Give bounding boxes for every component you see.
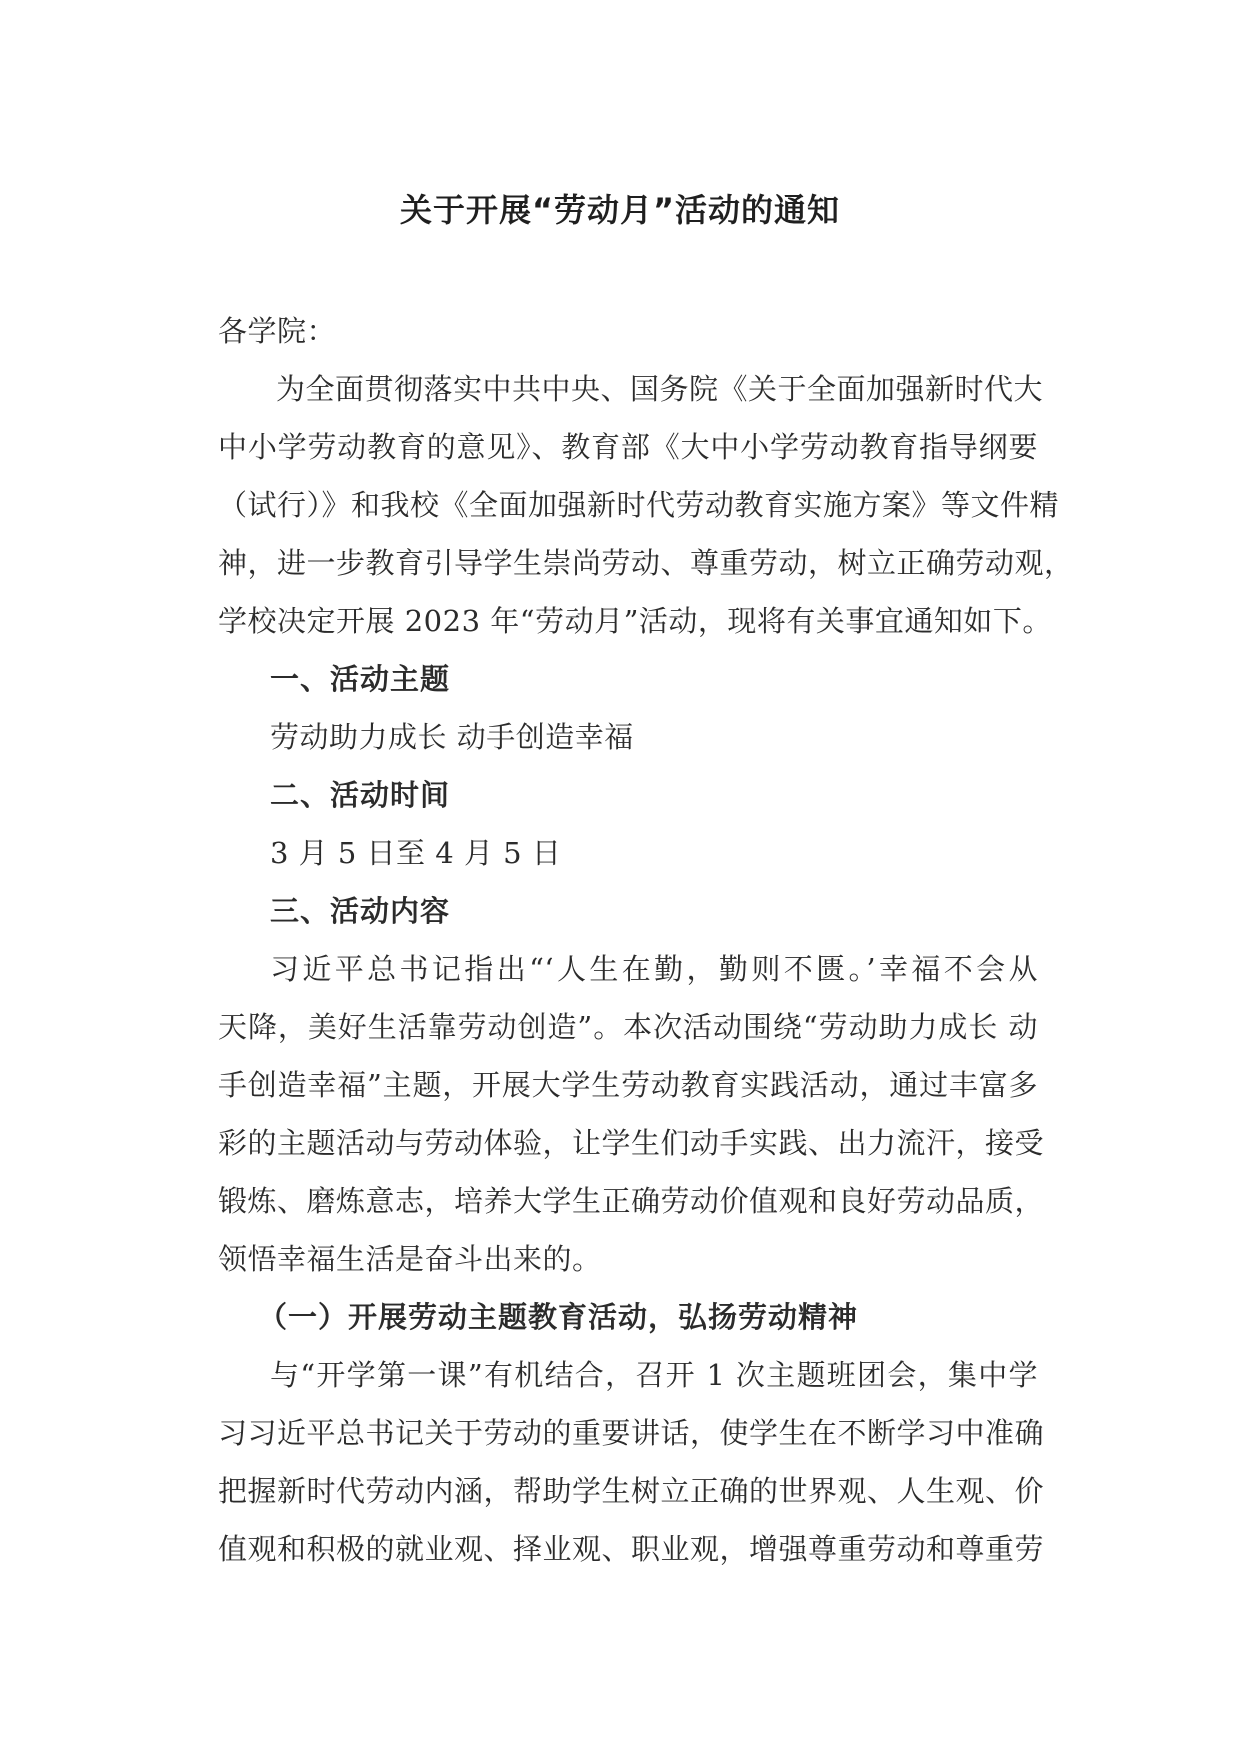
subsection-line: 习习近平总书记关于劳动的重要讲话，使学生在不断学习中准确 xyxy=(218,1416,1045,1450)
section-heading-theme: 一、活动主题 xyxy=(270,662,451,696)
intro-line: 为全面贯彻落实中共中央、国务院《关于全面加强新时代大 xyxy=(276,372,1044,406)
content-line: 手创造幸福”主题，开展大学生劳动教育实践活动，通过丰富多 xyxy=(218,1068,1038,1102)
subsection-heading: （一）开展劳动主题教育活动，弘扬劳动精神 xyxy=(258,1300,859,1334)
section-content-time: 3 月 5 日至 4 月 5 日 xyxy=(270,836,562,870)
subsection-line: 把握新时代劳动内涵，帮助学生树立正确的世界观、人生观、价 xyxy=(218,1474,1045,1508)
salutation: 各学院： xyxy=(218,314,337,348)
intro-line: 学校决定开展 2023 年“劳动月”活动，现将有关事宜通知如下。 xyxy=(218,604,1052,638)
content-line: 天降，美好生活靠劳动创造”。本次活动围绕“劳动助力成长 动 xyxy=(218,1010,1038,1044)
intro-line: （试行）》和我校《全面加强新时代劳动教育实施方案》等文件精 xyxy=(218,488,1060,522)
intro-line: 神，进一步教育引导学生崇尚劳动、尊重劳动，树立正确劳动观， xyxy=(218,546,1074,580)
section-content-theme: 劳动助力成长 动手创造幸福 xyxy=(270,720,634,754)
content-line: 锻炼、磨炼意志，培养大学生正确劳动价值观和良好劳动品质， xyxy=(218,1184,1045,1218)
intro-line: 中小学劳动教育的意见》、教育部《大中小学劳动教育指导纲要 xyxy=(218,430,1038,464)
document-title: 关于开展“劳动月”活动的通知 xyxy=(399,191,841,229)
section-heading-time: 二、活动时间 xyxy=(270,778,451,812)
document-body xyxy=(218,302,1074,1578)
content-line: 彩的主题活动与劳动体验，让学生们动手实践、出力流汗，接受 xyxy=(218,1126,1045,1160)
content-line: 领悟幸福生活是奋斗出来的。 xyxy=(218,1242,602,1276)
section-heading-content: 三、活动内容 xyxy=(270,894,451,928)
content-line: 习近平总书记指出“‘人生在勤，勤则不匮。’幸福不会从 xyxy=(270,952,1038,986)
subsection-line: 与“开学第一课”有机结合，召开 1 次主题班团会，集中学 xyxy=(270,1358,1038,1392)
subsection-line: 值观和积极的就业观、择业观、职业观，增强尊重劳动和尊重劳 xyxy=(218,1532,1045,1566)
